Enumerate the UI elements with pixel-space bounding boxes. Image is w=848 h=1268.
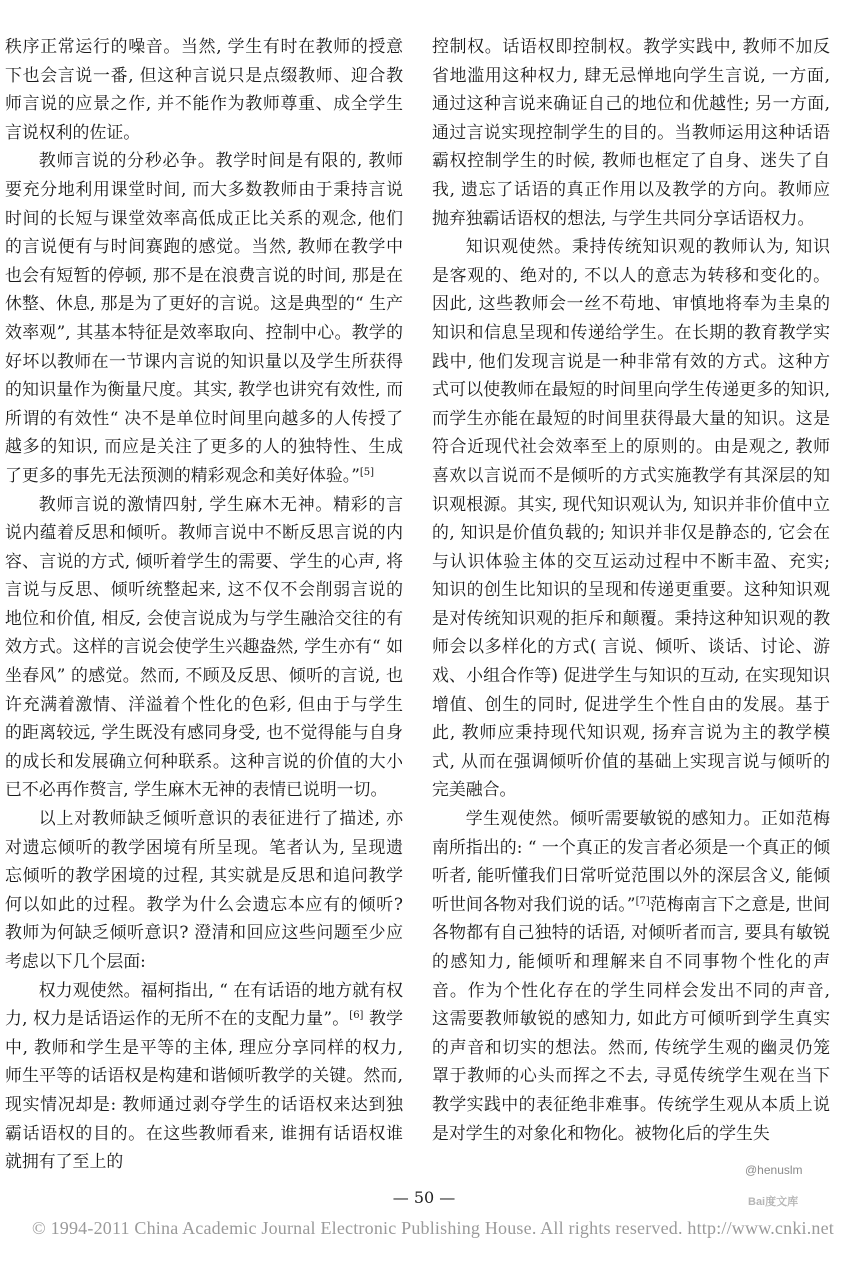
- copyright-notice: © 1994-2011 China Academic Journal Electronic Publishing House. All rights reserved. http://www.cnki.net: [32, 1218, 835, 1238]
- paragraph-text: 教学中, 教师和学生是平等的主体, 理应分享同样的权力, 师生平等的话语权是构建和谐倾听教学的关键。然而, 现实情况却是: 教师通过剥夺学生的话语权来达到独霸话语权的目的。在这些教师看来, 谁拥有话语权谁就拥有了至上的: [5, 1008, 403, 1172]
- left-column: [5, 32, 403, 1176]
- watermark-user: @henuslm: [745, 1163, 803, 1177]
- paragraph-knowledge-view: 知识观使然。秉持传统知识观的教师认为, 知识是客观的、绝对的, 不以人的意志为转移和变化的。因此, 这些教师会一丝不苟地、审慎地将奉为圭臬的知识和信息呈现和传递给学生。在长期的教育教学实践中, 他们发现言说是一种非常有效的方式。这种方式可以使教师在最短的时间里向学生传递更多的知识, 而学生亦能在最短的时间里获得最大量的知识。这是符合近现代社会效率至上的原则的。由是观之, 教师喜欢以言说而不是倾听的方式实施教学有其深层的知识观根源。其实, 现代知识观认为, 知识并非价值中立的, 知识是价值负载的; 知识并非仅是静态的, 它会在与认识体验主体的交互运动过程中不断丰盈、充实; 知识的创生比知识的呈现和传递更重要。这种知识观是对传统知识观的拒斥和颠覆。秉持这种知识观的教师会以多样化的方式( 言说、倾听、谈话、讨论、游戏、小组合作等) 促进学生与知识的互动, 在实现知识增值、创生的同时, 促进学生个性自由的发展。基于此, 教师应秉持现代知识观, 扬弃言说为主的教学模式, 从而在强调倾听价值的基础上实现言说与倾听的完美融合。: [432, 236, 830, 800]
- paragraph-passion: 教师言说的激情四射, 学生麻木无神。精彩的言说内蕴着反思和倾听。教师言说中不断反思言说的内容、言说的方式, 倾听着学生的需要、学生的心声, 将言说与反思、倾听统整起来, 这不仅不会削弱言说的地位和价值, 相反, 会使言说成为与学生融洽交往的有效方式。这样的言说会使学生兴趣盎然, 学生亦有“ 如坐春风” 的感觉。然而, 不顾及反思、倾听的言说, 也许充满着激情、洋溢着个性化的色彩, 但由于与学生的距离较远, 学生既没有感同身受, 也不觉得能与自身的成长和发展确立何种联系。这种言说的价值的大小已不必再作赘言, 学生麻木无神的表情已说明一切。: [5, 493, 403, 800]
- citation-ref: [5]: [359, 466, 375, 478]
- paragraph-student-view: [432, 804, 830, 1147]
- paragraph-power-view: [5, 976, 403, 1176]
- paragraph-text: 权力观使然。福柯指出, “ 在有话语的地方就有权力, 权力是话语运作的无所不在的支配力量”。: [5, 979, 403, 1029]
- right-column: [432, 32, 830, 1147]
- page-number: — 50 —: [392, 1188, 456, 1207]
- paragraph-continuation: 控制权。话语权即控制权。教学实践中, 教师不加反省地滥用这种权力, 肆无忌惮地向学生言说, 一方面, 通过这种言说来确证自己的地位和优越性; 另一方面, 通过言说实现控制学生的目的。当教师运用这种话语霸权控制学生的时候, 教师也框定了自身、迷失了自我, 遗忘了话语的真正作用以及教学的方向。教师应抛弃独霸话语权的想法, 与学生共同分享话语权力。: [432, 36, 830, 228]
- paragraph-text: 范梅南言下之意是, 世间各物都有自己独特的话语, 对倾听者而言, 要具有敏锐的感知力, 能倾听和理解来自不同事物个性化的声音。作为个性化存在的学生同样会发出不同的声音, 这需要教师敏锐的感知力, 如此方可倾听到学生真实的声音和切实的想法。然而, 传统学生观的幽灵仍笼罩于教师的心头而挥之不去, 寻觅传统学生观在当下教学实践中的表征绝非难事。传统学生观从本质上说是对学生的对象化和物化。被物化后的学生失: [432, 893, 830, 1143]
- paragraph-summary: 以上对教师缺乏倾听意识的表征进行了描述, 亦对遗忘倾听的教学困境有所呈现。笔者认为, 呈现遗忘倾听的教学困境的过程, 其实就是反思和追问教学何以如此的过程。教学为什么会遗忘本应有的倾听? 教师为何缺乏倾听意识? 澄清和回应这些问题至少应考虑以下几个层面:: [5, 808, 403, 971]
- paragraph-time-pressure: [5, 146, 403, 489]
- paragraph-text: 学生观使然。倾听需要敏锐的感知力。正如范梅南所指出的: “ 一个真正的发言者必须是一个真正的倾听者, 能听懂我们日常听觉范围以外的深层含义, 能倾听世间各物对我们说的话。”: [432, 808, 830, 914]
- citation-ref: [7]: [635, 895, 650, 907]
- watermark-logo: Bai度文库: [748, 1196, 799, 1208]
- citation-ref: [6]: [349, 1010, 364, 1022]
- paragraph-text: 教师言说的分秒必争。教学时间是有限的, 教师要充分地利用课堂时间, 而大多数教师由于秉持言说时间的长短与课堂效率高低成正比关系的观念, 他们的言说便有与时间赛跑的感觉。当然, 教师在教学中也会有短暂的停顿, 那不是在浪费言说的时间, 那是在休整、休息, 那是为了更好的言说。这是典型的“ 生产效率观”, 其基本特征是效率取向、控制中心。教学的好坏以教师在一节课内言说的知识量以及学生所获得的知识量作为衡量尺度。其实, 教学也讲究有效性, 而所谓的有效性“ 决不是单位时间里向越多的人传授了越多的知识, 而应是关注了更多的人的独特性、生成了更多的事先无法预测的精彩观念和美好体验。”: [5, 150, 403, 485]
- paragraph-continuation: 秩序正常运行的噪音。当然, 学生有时在教师的授意下也会言说一番, 但这种言说只是点缀教师、迎合教师言说的应景之作, 并不能作为教师尊重、成全学生言说权利的佐证。: [5, 36, 403, 142]
